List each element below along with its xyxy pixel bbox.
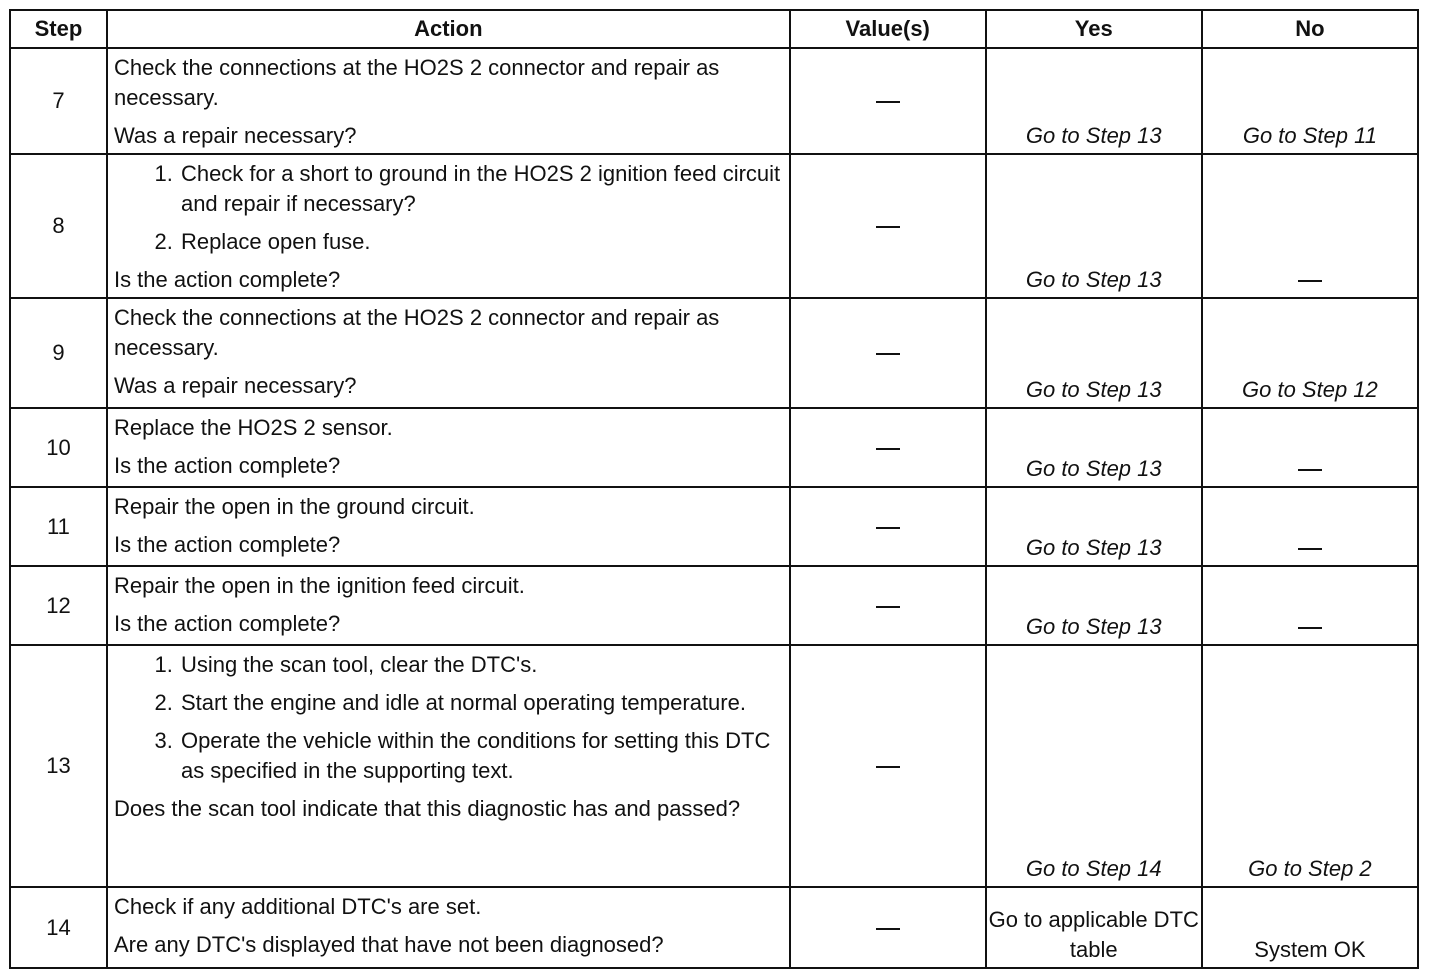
action-paragraph: Repair the open in the ground circuit. xyxy=(113,494,475,519)
action-step-item: 3. Operate the vehicle within the conditions for setting this DTC as specified in the supporting text. xyxy=(179,726,783,786)
action-step-item: 2. Replace open fuse. xyxy=(179,227,783,257)
action-steps-list xyxy=(114,650,783,786)
dash-mark xyxy=(876,527,900,529)
step-cell: 11 xyxy=(10,487,107,566)
outcome-text: Go to Step 13 xyxy=(1025,123,1162,148)
table-row xyxy=(10,298,1418,408)
table-row xyxy=(10,566,1418,645)
value-cell xyxy=(790,887,986,968)
action-cell xyxy=(107,408,790,487)
action-content xyxy=(108,299,789,403)
outcome-text: Go to Step 13 xyxy=(1025,377,1162,402)
action-question: Is the action complete? xyxy=(113,532,341,557)
dash-mark xyxy=(1298,280,1322,282)
action-step-item: 1. Check for a short to ground in the HO2S 2 ignition feed circuit and repair if necessary? xyxy=(179,159,783,219)
action-paragraph: Check the connections at the HO2S 2 connector and repair as necessary. xyxy=(113,55,720,110)
action-content xyxy=(108,567,789,641)
outcome-text: Go to Step 13 xyxy=(1025,267,1162,292)
outcome-text: System OK xyxy=(1254,937,1366,962)
outcome-text: Go to Step 13 xyxy=(1025,456,1162,481)
header-step: Step xyxy=(10,10,107,48)
table-row xyxy=(10,487,1418,566)
outcome-text: Go to applicable DTC table xyxy=(988,907,1199,962)
action-question: Are any DTC's displayed that have not been diagnosed? xyxy=(113,932,664,957)
action-cell xyxy=(107,645,790,887)
table-row xyxy=(10,645,1418,887)
step-cell: 7 xyxy=(10,48,107,154)
no-cell xyxy=(1202,566,1418,645)
action-question: Is the action complete? xyxy=(113,453,341,478)
table-row xyxy=(10,887,1418,968)
value-cell xyxy=(790,298,986,408)
dash-mark xyxy=(876,928,900,930)
dash-mark xyxy=(876,448,900,450)
action-cell xyxy=(107,48,790,154)
outcome-text: Go to Step 12 xyxy=(1242,377,1378,402)
action-content xyxy=(108,646,789,826)
action-question: Was a repair necessary? xyxy=(113,123,357,148)
action-paragraph: Replace the HO2S 2 sensor. xyxy=(113,415,393,440)
dash-mark xyxy=(1298,469,1322,471)
table-row xyxy=(10,154,1418,298)
outcome-text: Go to Step 2 xyxy=(1248,856,1372,881)
action-content xyxy=(108,409,789,483)
step-cell: 13 xyxy=(10,645,107,887)
action-question: Does the scan tool indicate that this diagnostic has and passed? xyxy=(113,796,741,821)
yes-cell xyxy=(986,48,1202,154)
action-content xyxy=(108,155,789,297)
step-cell: 12 xyxy=(10,566,107,645)
value-cell xyxy=(790,487,986,566)
action-step-item: 1. Using the scan tool, clear the DTC's. xyxy=(179,650,783,680)
step-cell: 14 xyxy=(10,887,107,968)
table-row xyxy=(10,48,1418,154)
yes-cell xyxy=(986,487,1202,566)
action-cell xyxy=(107,887,790,968)
value-cell xyxy=(790,566,986,645)
outcome-text: Go to Step 13 xyxy=(1025,535,1162,560)
action-question: Is the action complete? xyxy=(113,267,341,292)
action-cell xyxy=(107,566,790,645)
step-cell: 9 xyxy=(10,298,107,408)
no-cell xyxy=(1202,154,1418,298)
action-cell xyxy=(107,487,790,566)
step-cell: 8 xyxy=(10,154,107,298)
header-values: Value(s) xyxy=(790,10,986,48)
header-no: No xyxy=(1202,10,1418,48)
outcome-text: Go to Step 11 xyxy=(1242,123,1377,148)
no-cell xyxy=(1202,887,1418,968)
outcome-text: Go to Step 13 xyxy=(1025,614,1162,639)
action-question: Is the action complete? xyxy=(113,611,341,636)
dash-mark xyxy=(1298,627,1322,629)
action-steps-list xyxy=(114,159,783,257)
no-cell xyxy=(1202,48,1418,154)
action-question: Was a repair necessary? xyxy=(113,373,357,398)
header-action: Action xyxy=(107,10,790,48)
yes-cell xyxy=(986,887,1202,968)
action-paragraph: Repair the open in the ignition feed circuit. xyxy=(113,573,525,598)
yes-cell xyxy=(986,298,1202,408)
table-row xyxy=(10,408,1418,487)
yes-cell xyxy=(986,154,1202,298)
no-cell xyxy=(1202,408,1418,487)
yes-cell xyxy=(986,566,1202,645)
action-content xyxy=(108,488,789,562)
header-yes: Yes xyxy=(986,10,1202,48)
value-cell xyxy=(790,645,986,887)
header-row xyxy=(10,10,1418,48)
action-cell xyxy=(107,298,790,408)
no-cell xyxy=(1202,487,1418,566)
value-cell xyxy=(790,154,986,298)
dash-mark xyxy=(876,766,900,768)
action-content xyxy=(108,49,789,153)
action-paragraph: Check the connections at the HO2S 2 connector and repair as necessary. xyxy=(113,305,720,360)
no-cell xyxy=(1202,645,1418,887)
action-paragraph: Check if any additional DTC's are set. xyxy=(113,894,482,919)
outcome-text: Go to Step 14 xyxy=(1025,856,1162,881)
no-cell xyxy=(1202,298,1418,408)
dash-mark xyxy=(876,353,900,355)
action-step-item: 2. Start the engine and idle at normal operating temperature. xyxy=(179,688,783,718)
value-cell xyxy=(790,48,986,154)
dash-mark xyxy=(876,226,900,228)
yes-cell xyxy=(986,408,1202,487)
dash-mark xyxy=(1298,548,1322,550)
yes-cell xyxy=(986,645,1202,887)
action-content xyxy=(108,888,789,962)
action-cell xyxy=(107,154,790,298)
dash-mark xyxy=(876,606,900,608)
step-cell: 10 xyxy=(10,408,107,487)
value-cell xyxy=(790,408,986,487)
diagnostic-table xyxy=(9,9,1419,969)
dash-mark xyxy=(876,101,900,103)
